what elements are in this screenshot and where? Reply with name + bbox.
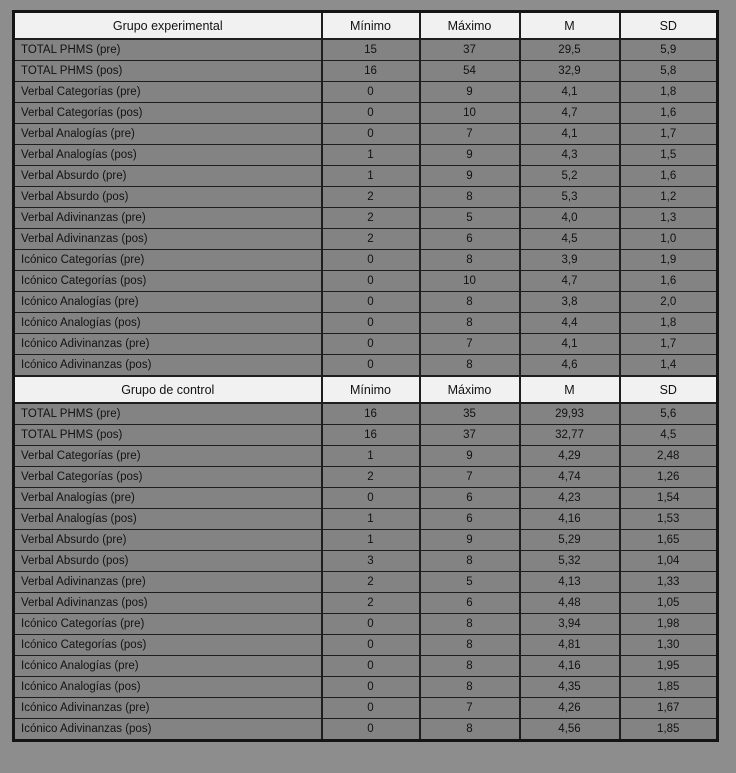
- row-label: Icónico Categorías (pre): [14, 614, 322, 635]
- column-header-sd: SD: [620, 376, 718, 403]
- table-row: [14, 719, 718, 741]
- max-value: 6: [420, 488, 520, 509]
- sd-value: 1,6: [620, 166, 718, 187]
- group-header-row: [14, 12, 718, 40]
- sd-value: 1,33: [620, 572, 718, 593]
- table-row: [14, 103, 718, 124]
- group-name: Grupo de control: [14, 376, 322, 403]
- mean-value: 32,77: [520, 425, 620, 446]
- max-value: 7: [420, 467, 520, 488]
- sd-value: 1,6: [620, 103, 718, 124]
- min-value: 3: [322, 551, 420, 572]
- sd-value: 1,65: [620, 530, 718, 551]
- mean-value: 29,5: [520, 39, 620, 61]
- sd-value: 1,95: [620, 656, 718, 677]
- max-value: 9: [420, 166, 520, 187]
- table-row: [14, 635, 718, 656]
- mean-value: 3,94: [520, 614, 620, 635]
- min-value: 2: [322, 572, 420, 593]
- min-value: 0: [322, 488, 420, 509]
- min-value: 2: [322, 208, 420, 229]
- mean-value: 32,9: [520, 61, 620, 82]
- mean-value: 4,6: [520, 355, 620, 377]
- max-value: 8: [420, 656, 520, 677]
- table-row: [14, 572, 718, 593]
- table-row: [14, 334, 718, 355]
- sd-value: 1,85: [620, 677, 718, 698]
- column-header-minimo: Mínimo: [322, 12, 420, 40]
- min-value: 1: [322, 166, 420, 187]
- max-value: 8: [420, 313, 520, 334]
- max-value: 37: [420, 39, 520, 61]
- row-label: Verbal Categorías (pos): [14, 467, 322, 488]
- min-value: 16: [322, 425, 420, 446]
- column-header-maximo: Máximo: [420, 12, 520, 40]
- sd-value: 2,48: [620, 446, 718, 467]
- sd-value: 5,8: [620, 61, 718, 82]
- mean-value: 5,2: [520, 166, 620, 187]
- row-label: Verbal Categorías (pos): [14, 103, 322, 124]
- table-row: [14, 187, 718, 208]
- row-label: Verbal Absurdo (pre): [14, 530, 322, 551]
- column-header-m: M: [520, 12, 620, 40]
- min-value: 0: [322, 635, 420, 656]
- min-value: 0: [322, 271, 420, 292]
- max-value: 6: [420, 593, 520, 614]
- min-value: 2: [322, 467, 420, 488]
- max-value: 6: [420, 229, 520, 250]
- sd-value: 1,53: [620, 509, 718, 530]
- max-value: 35: [420, 403, 520, 425]
- min-value: 16: [322, 403, 420, 425]
- mean-value: 4,48: [520, 593, 620, 614]
- max-value: 9: [420, 82, 520, 103]
- table-row: [14, 292, 718, 313]
- row-label: Verbal Analogías (pre): [14, 488, 322, 509]
- sd-value: 1,9: [620, 250, 718, 271]
- table-row: [14, 446, 718, 467]
- sd-value: 1,54: [620, 488, 718, 509]
- mean-value: 4,4: [520, 313, 620, 334]
- sd-value: 1,7: [620, 334, 718, 355]
- mean-value: 4,0: [520, 208, 620, 229]
- sd-value: 1,5: [620, 145, 718, 166]
- column-header-minimo: Mínimo: [322, 376, 420, 403]
- row-label: Verbal Analogías (pre): [14, 124, 322, 145]
- min-value: 0: [322, 313, 420, 334]
- sd-value: 1,8: [620, 313, 718, 334]
- mean-value: 4,29: [520, 446, 620, 467]
- row-label: Icónico Adivinanzas (pos): [14, 719, 322, 741]
- mean-value: 4,81: [520, 635, 620, 656]
- mean-value: 3,8: [520, 292, 620, 313]
- mean-value: 5,29: [520, 530, 620, 551]
- max-value: 5: [420, 208, 520, 229]
- row-label: Icónico Analogías (pre): [14, 292, 322, 313]
- table-row: [14, 39, 718, 61]
- table-row: [14, 313, 718, 334]
- mean-value: 4,7: [520, 271, 620, 292]
- mean-value: 4,7: [520, 103, 620, 124]
- stats-table: [12, 10, 719, 742]
- min-value: 2: [322, 229, 420, 250]
- mean-value: 4,1: [520, 124, 620, 145]
- column-header-maximo: Máximo: [420, 376, 520, 403]
- sd-value: 1,26: [620, 467, 718, 488]
- table-row: [14, 61, 718, 82]
- row-label: Icónico Categorías (pos): [14, 271, 322, 292]
- row-label: Verbal Adivinanzas (pre): [14, 572, 322, 593]
- min-value: 15: [322, 39, 420, 61]
- mean-value: 4,3: [520, 145, 620, 166]
- max-value: 7: [420, 698, 520, 719]
- mean-value: 3,9: [520, 250, 620, 271]
- row-label: Verbal Analogías (pos): [14, 509, 322, 530]
- row-label: Icónico Adivinanzas (pre): [14, 334, 322, 355]
- table-row: [14, 614, 718, 635]
- sd-value: 4,5: [620, 425, 718, 446]
- min-value: 2: [322, 187, 420, 208]
- table-row: [14, 425, 718, 446]
- mean-value: 4,56: [520, 719, 620, 741]
- table-row: [14, 166, 718, 187]
- max-value: 5: [420, 572, 520, 593]
- sd-value: 1,04: [620, 551, 718, 572]
- sd-value: 1,4: [620, 355, 718, 377]
- max-value: 54: [420, 61, 520, 82]
- table-row: [14, 551, 718, 572]
- mean-value: 4,74: [520, 467, 620, 488]
- table-row: [14, 656, 718, 677]
- max-value: 9: [420, 530, 520, 551]
- max-value: 8: [420, 677, 520, 698]
- max-value: 7: [420, 334, 520, 355]
- row-label: Verbal Categorías (pre): [14, 82, 322, 103]
- mean-value: 4,1: [520, 334, 620, 355]
- min-value: 0: [322, 82, 420, 103]
- group-header-row: [14, 376, 718, 403]
- table-row: [14, 593, 718, 614]
- mean-value: 5,32: [520, 551, 620, 572]
- max-value: 8: [420, 614, 520, 635]
- table-row: [14, 250, 718, 271]
- min-value: 0: [322, 355, 420, 377]
- row-label: Verbal Absurdo (pos): [14, 551, 322, 572]
- table-body: [14, 12, 718, 741]
- max-value: 7: [420, 124, 520, 145]
- row-label: TOTAL PHMS (pre): [14, 403, 322, 425]
- row-label: Verbal Adivinanzas (pos): [14, 593, 322, 614]
- mean-value: 29,93: [520, 403, 620, 425]
- group-name: Grupo experimental: [14, 12, 322, 40]
- max-value: 8: [420, 355, 520, 377]
- table-row: [14, 698, 718, 719]
- row-label: Verbal Absurdo (pos): [14, 187, 322, 208]
- sd-value: 1,3: [620, 208, 718, 229]
- mean-value: 4,23: [520, 488, 620, 509]
- sd-value: 1,85: [620, 719, 718, 741]
- row-label: Verbal Categorías (pre): [14, 446, 322, 467]
- sd-value: 1,98: [620, 614, 718, 635]
- table-row: [14, 509, 718, 530]
- max-value: 8: [420, 250, 520, 271]
- min-value: 1: [322, 509, 420, 530]
- sd-value: 5,6: [620, 403, 718, 425]
- min-value: 0: [322, 334, 420, 355]
- max-value: 9: [420, 145, 520, 166]
- sd-value: 5,9: [620, 39, 718, 61]
- table-row: [14, 677, 718, 698]
- row-label: TOTAL PHMS (pos): [14, 61, 322, 82]
- mean-value: 4,16: [520, 656, 620, 677]
- mean-value: 4,1: [520, 82, 620, 103]
- mean-value: 4,16: [520, 509, 620, 530]
- mean-value: 4,35: [520, 677, 620, 698]
- sd-value: 1,30: [620, 635, 718, 656]
- table-row: [14, 229, 718, 250]
- row-label: Icónico Adivinanzas (pos): [14, 355, 322, 377]
- max-value: 10: [420, 271, 520, 292]
- row-label: Icónico Analogías (pos): [14, 313, 322, 334]
- max-value: 37: [420, 425, 520, 446]
- row-label: Icónico Analogías (pre): [14, 656, 322, 677]
- table-row: [14, 145, 718, 166]
- mean-value: 4,13: [520, 572, 620, 593]
- sd-value: 1,7: [620, 124, 718, 145]
- min-value: 0: [322, 103, 420, 124]
- min-value: 1: [322, 145, 420, 166]
- min-value: 2: [322, 593, 420, 614]
- mean-value: 4,26: [520, 698, 620, 719]
- max-value: 8: [420, 635, 520, 656]
- max-value: 8: [420, 719, 520, 741]
- max-value: 10: [420, 103, 520, 124]
- mean-value: 4,5: [520, 229, 620, 250]
- row-label: Verbal Adivinanzas (pos): [14, 229, 322, 250]
- min-value: 0: [322, 698, 420, 719]
- max-value: 6: [420, 509, 520, 530]
- row-label: Icónico Categorías (pre): [14, 250, 322, 271]
- row-label: TOTAL PHMS (pos): [14, 425, 322, 446]
- sd-value: 1,67: [620, 698, 718, 719]
- min-value: 1: [322, 446, 420, 467]
- min-value: 1: [322, 530, 420, 551]
- max-value: 8: [420, 292, 520, 313]
- table-row: [14, 403, 718, 425]
- min-value: 0: [322, 677, 420, 698]
- row-label: Icónico Analogías (pos): [14, 677, 322, 698]
- row-label: Verbal Adivinanzas (pre): [14, 208, 322, 229]
- row-label: Verbal Absurdo (pre): [14, 166, 322, 187]
- row-label: Icónico Adivinanzas (pre): [14, 698, 322, 719]
- max-value: 9: [420, 446, 520, 467]
- row-label: TOTAL PHMS (pre): [14, 39, 322, 61]
- sd-value: 1,6: [620, 271, 718, 292]
- table-row: [14, 467, 718, 488]
- table-row: [14, 530, 718, 551]
- table-row: [14, 82, 718, 103]
- sd-value: 1,2: [620, 187, 718, 208]
- min-value: 0: [322, 250, 420, 271]
- min-value: 0: [322, 719, 420, 741]
- row-label: Verbal Analogías (pos): [14, 145, 322, 166]
- table-row: [14, 124, 718, 145]
- table-row: [14, 355, 718, 377]
- sd-value: 1,8: [620, 82, 718, 103]
- min-value: 16: [322, 61, 420, 82]
- min-value: 0: [322, 124, 420, 145]
- table-row: [14, 488, 718, 509]
- min-value: 0: [322, 292, 420, 313]
- sd-value: 2,0: [620, 292, 718, 313]
- min-value: 0: [322, 656, 420, 677]
- table-row: [14, 208, 718, 229]
- sd-value: 1,05: [620, 593, 718, 614]
- row-label: Icónico Categorías (pos): [14, 635, 322, 656]
- max-value: 8: [420, 187, 520, 208]
- mean-value: 5,3: [520, 187, 620, 208]
- max-value: 8: [420, 551, 520, 572]
- column-header-sd: SD: [620, 12, 718, 40]
- sd-value: 1,0: [620, 229, 718, 250]
- table-row: [14, 271, 718, 292]
- column-header-m: M: [520, 376, 620, 403]
- min-value: 0: [322, 614, 420, 635]
